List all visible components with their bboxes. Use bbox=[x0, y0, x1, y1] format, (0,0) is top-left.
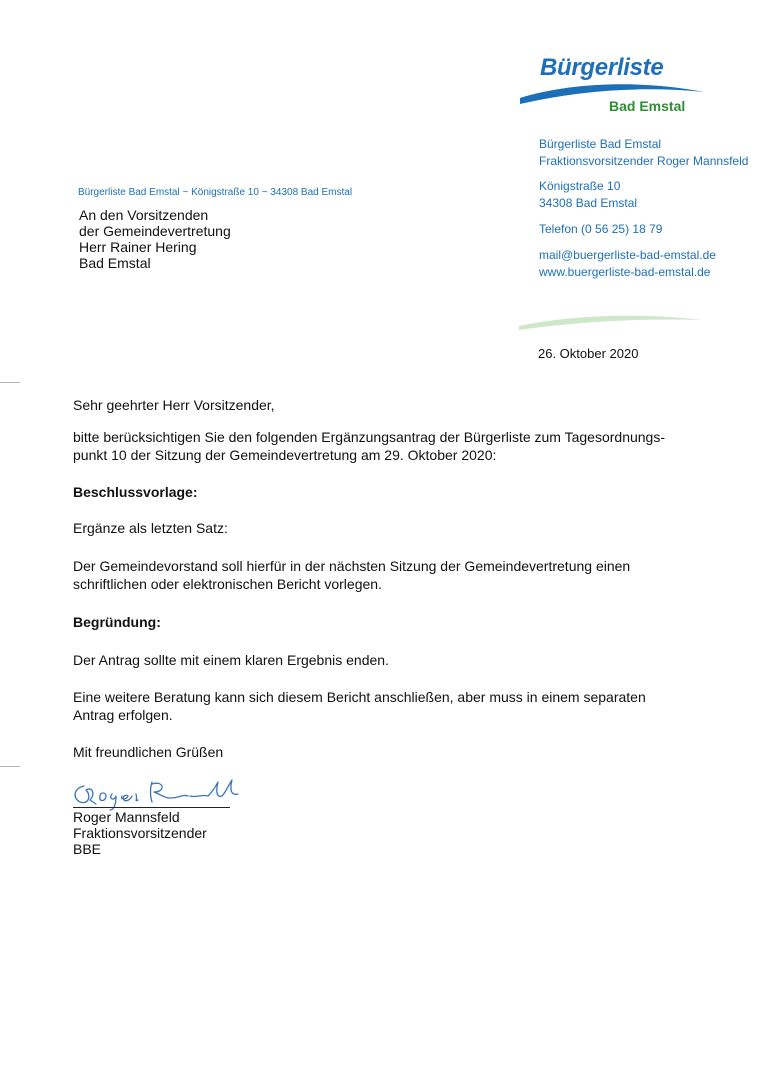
paragraph: Ergänze als letzten Satz: bbox=[73, 520, 228, 536]
logo-title: Bürgerliste bbox=[540, 54, 664, 81]
intro-line: punkt 10 der Sitzung der Gemeindevertretung am 29. Oktober 2020: bbox=[73, 447, 497, 463]
paragraph: Antrag erfolgen. bbox=[73, 707, 173, 723]
sender-city: 34308 Bad Emstal bbox=[539, 196, 638, 210]
paragraph: Eine weitere Beratung kann sich diesem Bericht anschließen, aber muss in einem separaten bbox=[73, 689, 646, 705]
fold-mark bbox=[0, 766, 20, 767]
recipient-line: Herr Rainer Hering bbox=[79, 239, 197, 255]
recipient-address bbox=[79, 207, 231, 271]
paragraph: schriftlichen oder elektronischen Bericht vorlegen. bbox=[73, 576, 382, 592]
letter-date: 26. Oktober 2020 bbox=[538, 346, 639, 361]
paragraph: Der Antrag sollte mit einem klaren Ergebnis enden. bbox=[73, 652, 389, 668]
recipient-line: der Gemeindevertretung bbox=[79, 223, 231, 239]
recipient-line: Bad Emstal bbox=[79, 255, 151, 271]
signature-block bbox=[73, 809, 207, 857]
heading-begruendung: Begründung: bbox=[73, 614, 161, 630]
sender-website[interactable]: www.buergerliste-bad-emstal.de bbox=[539, 265, 711, 279]
sender-street: Königstraße 10 bbox=[539, 179, 621, 193]
signature-line bbox=[73, 807, 230, 808]
intro-line: bitte berücksichtigen Sie den folgenden Ergänzungsantrag der Bürgerliste zum Tagesordnungs- bbox=[73, 429, 665, 445]
decorative-wave bbox=[515, 308, 705, 333]
closing: Mit freundlichen Grüßen bbox=[73, 744, 224, 760]
fold-mark bbox=[0, 382, 20, 383]
sender-email[interactable]: mail@buergerliste-bad-emstal.de bbox=[539, 248, 716, 262]
signer-title: Fraktionsvorsitzender bbox=[73, 825, 207, 841]
signer-org: BBE bbox=[73, 841, 102, 857]
salutation: Sehr geehrter Herr Vorsitzender, bbox=[73, 397, 275, 413]
sender-role: Fraktionsvorsitzender Roger Mannsfeld bbox=[539, 154, 749, 168]
sender-phone: Telefon (0 56 25) 18 79 bbox=[539, 222, 663, 236]
signer-name: Roger Mannsfeld bbox=[73, 809, 180, 825]
heading-beschlussvorlage: Beschlussvorlage: bbox=[73, 484, 198, 500]
sender-name: Bürgerliste Bad Emstal bbox=[539, 137, 662, 151]
paragraph: Der Gemeindevorstand soll hierfür in der nächsten Sitzung der Gemeindevertretung einen bbox=[73, 558, 631, 574]
handwritten-signature bbox=[70, 772, 245, 812]
logo-subtitle: Bad Emstal bbox=[609, 98, 686, 114]
recipient-line: An den Vorsitzenden bbox=[79, 207, 209, 223]
return-address: Bürgerliste Bad Emstal ~ Königstraße 10 ~ 34308 Bad Emstal bbox=[78, 187, 353, 198]
